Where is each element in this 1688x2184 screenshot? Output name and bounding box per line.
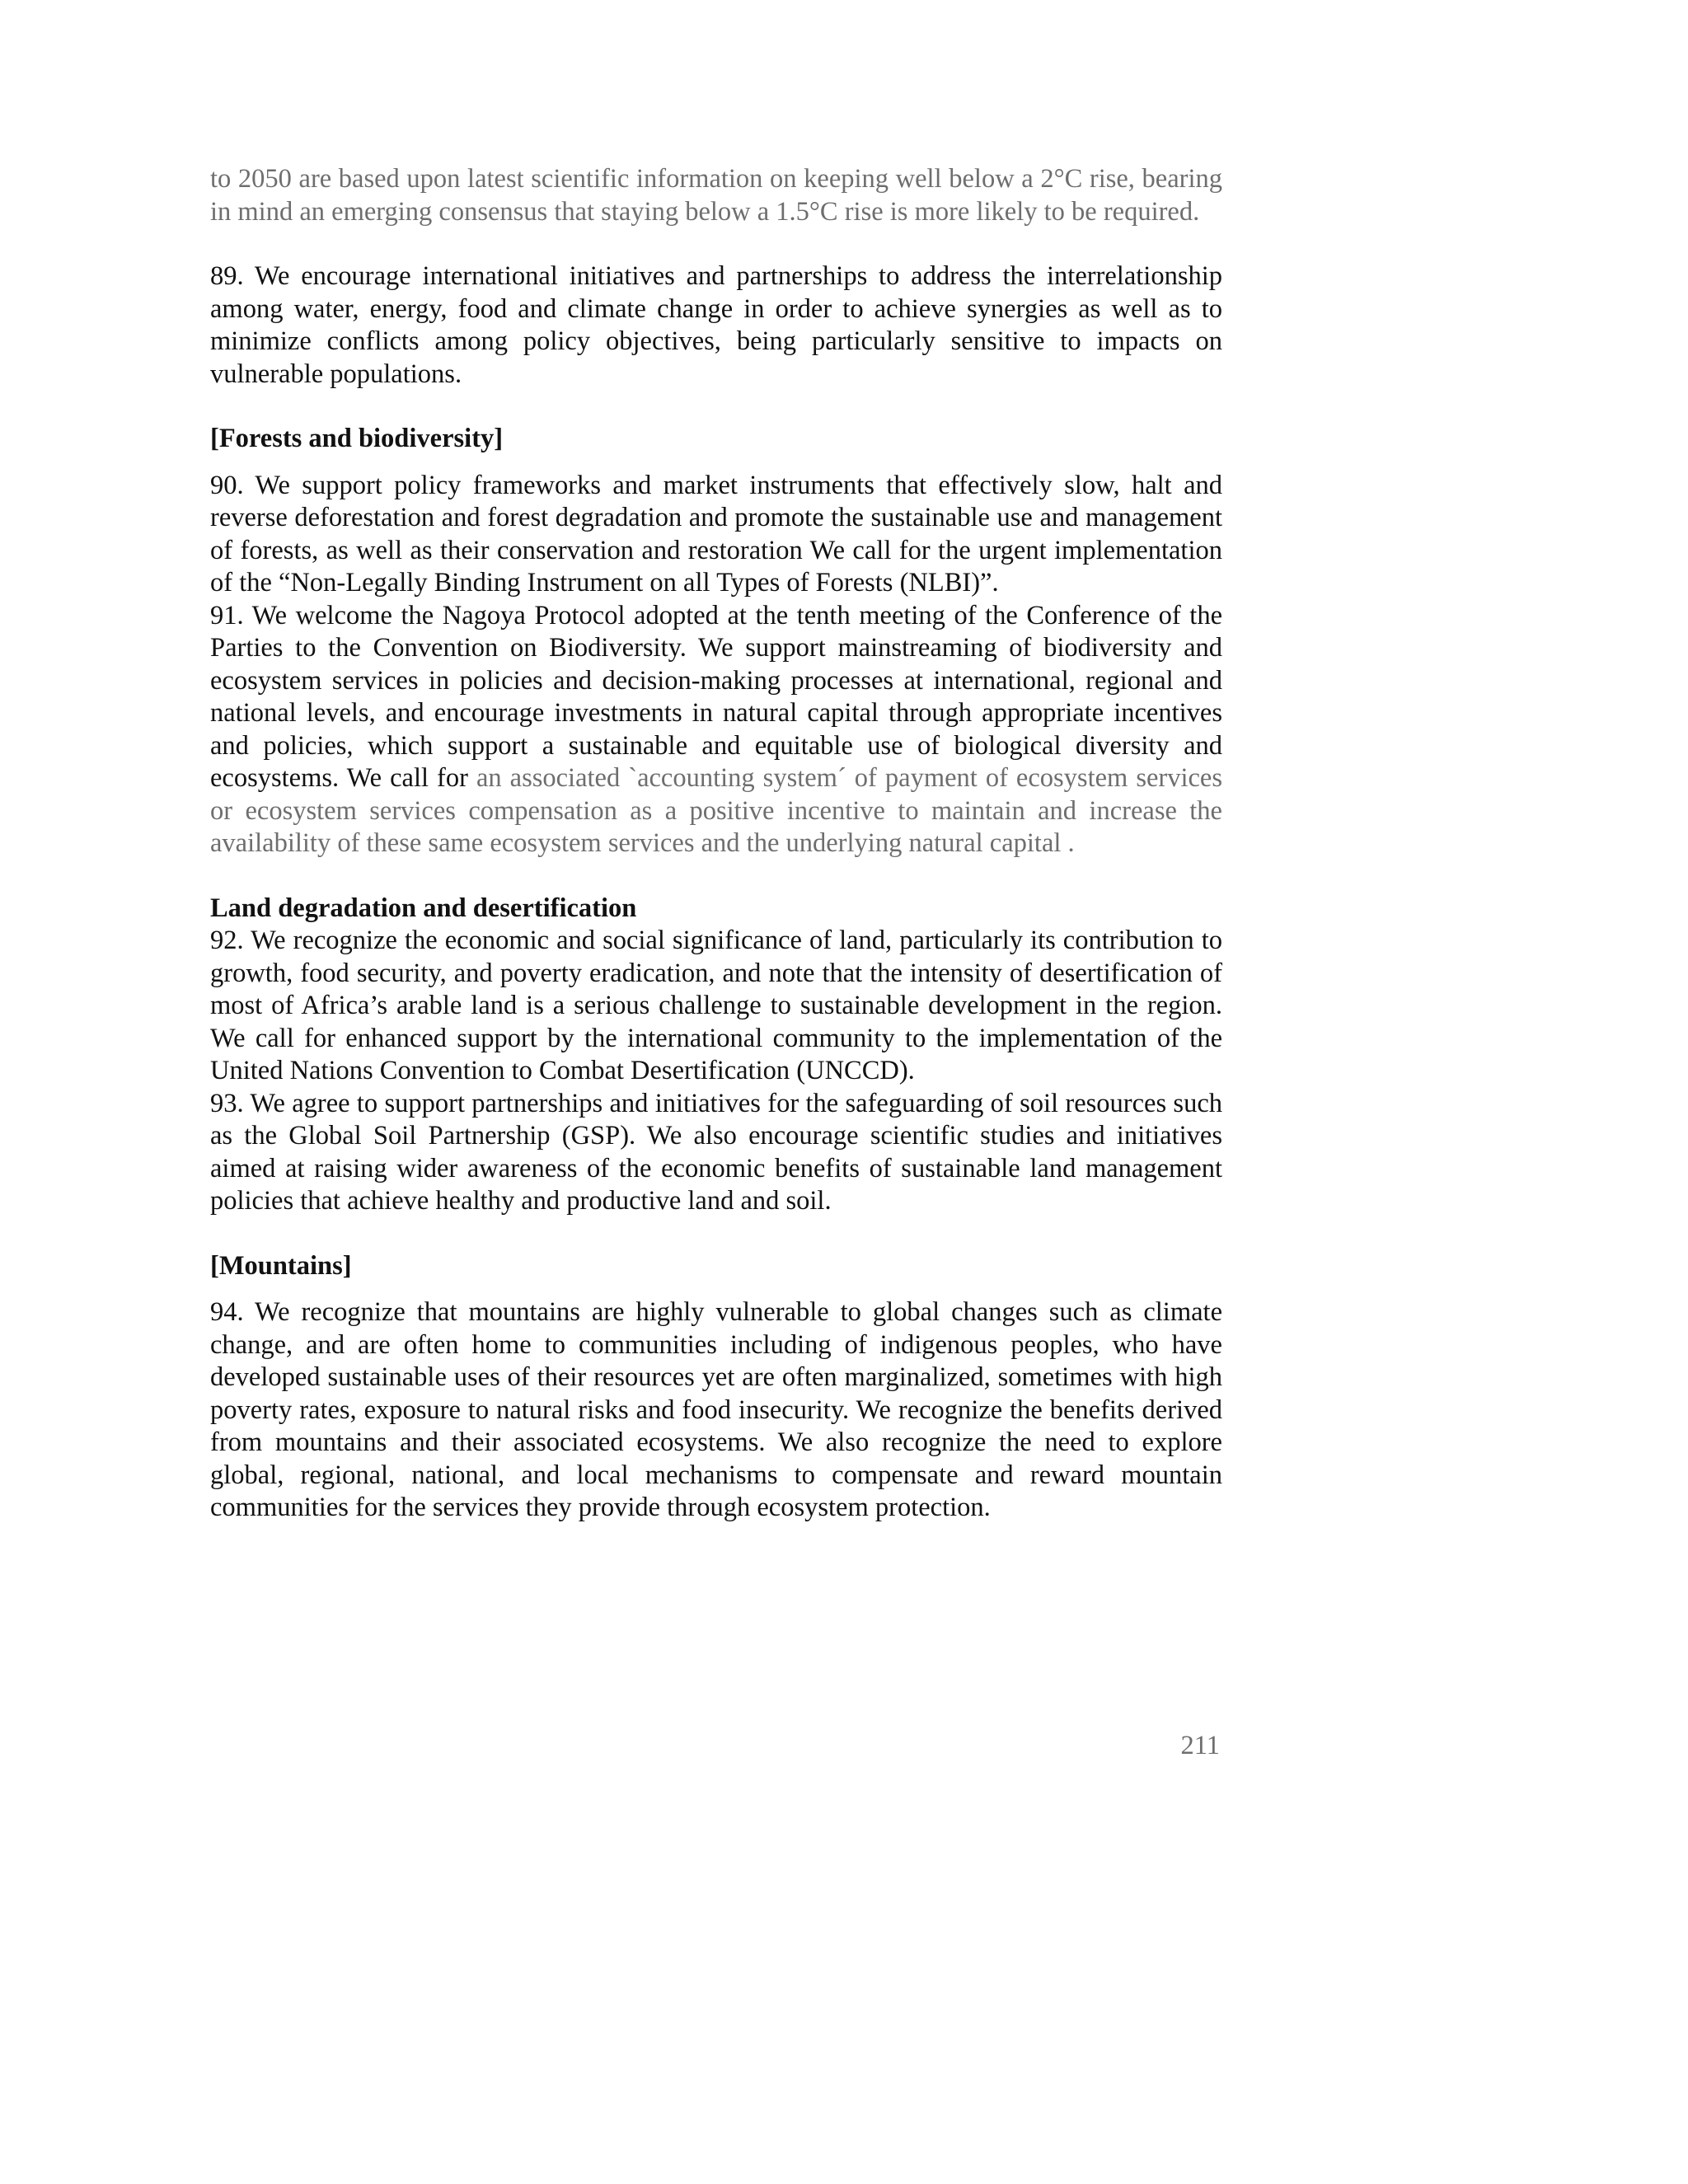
paragraph-90: 90. We support policy frameworks and market instruments that effectively slow, halt and reverse deforestation and forest degradation and promote the sustainable use and management of forests, as well as their conservation and restoration We call for the urgent implementation of the “Non-Legally Binding Instrument on all Types of Forests (NLBI)”. [210,470,1222,598]
heading-land-degradation: Land degradation and desertification [210,893,637,923]
paragraph-91-highlight: an associated `accounting system´ of payment of ecosystem services or ecosystem services compensation as a positive incentive to maintain and increase the availability of these same ecosystem services and the underlying natural capital . [210,763,1222,858]
heading-forests-biodiversity: [Forests and biodiversity] [210,424,504,453]
page-number: 211 [1180,1731,1220,1760]
paragraph-94: 94. We recognize that mountains are highly vulnerable to global changes such as climate change, and are often home to communities including of indigenous peoples, who have developed sustainable uses of their resources yet are often marginalized, sometimes with high poverty rates, exposure to natural risks and food insecurity. We recognize the benefits derived from mountains and their associated ecosystems. We also recognize the need to explore global, regional, national, and local mechanisms to compensate and reward mountain communities for the services they provide through ecosystem protection. [210,1297,1222,1522]
paragraph-89: 89. We encourage international initiatives and partnerships to address the interrelationship among water, energy, food and climate change in order to achieve synergies as well as to minimize conflicts among policy objectives, being particularly sensitive to impacts on vulnerable populations. [210,261,1222,389]
heading-mountains: [Mountains] [210,1250,352,1281]
paragraph-91-main: 91. We welcome the Nagoya Protocol adopted at the tenth meeting of the Conference of the Parties to the Convention on Biodiversity. We support mainstreaming of biodiversity and ecosystem services in policies and decision-making processes at international, regional and national levels, and encourage investments in natural capital through appropriate incentives and policies, which support a sustainable and equitable use of biological diversity and ecosystems. We call for [210,600,1222,793]
paragraph-93: 93. We agree to support partnerships and initiatives for the safeguarding of soil resources such as the Global Soil Partnership (GSP). We also encourage scientific studies and initiatives aimed at raising wider awareness of the economic benefits of sustainable land management policies that achieve healthy and productive land and soil. [210,1088,1222,1216]
paragraph-92: 92. We recognize the economic and social significance of land, particularly its contribution to growth, food security, and poverty eradication, and note that the intensity of desertification of most of Africa’s arable land is a serious challenge to sustainable development in the region. We call for enhanced support by the international community to the implementation of the United Nations Convention to Combat Desertification (UNCCD). [210,926,1222,1085]
paragraph-88-continuation: to 2050 are based upon latest scientific information on keeping well below a 2°C rise, bearing in mind an emerging consensus that staying below a 1.5°C rise is more likely to be required. [210,164,1222,227]
document-body [210,163,1222,1525]
paragraph-91 [210,600,1222,860]
